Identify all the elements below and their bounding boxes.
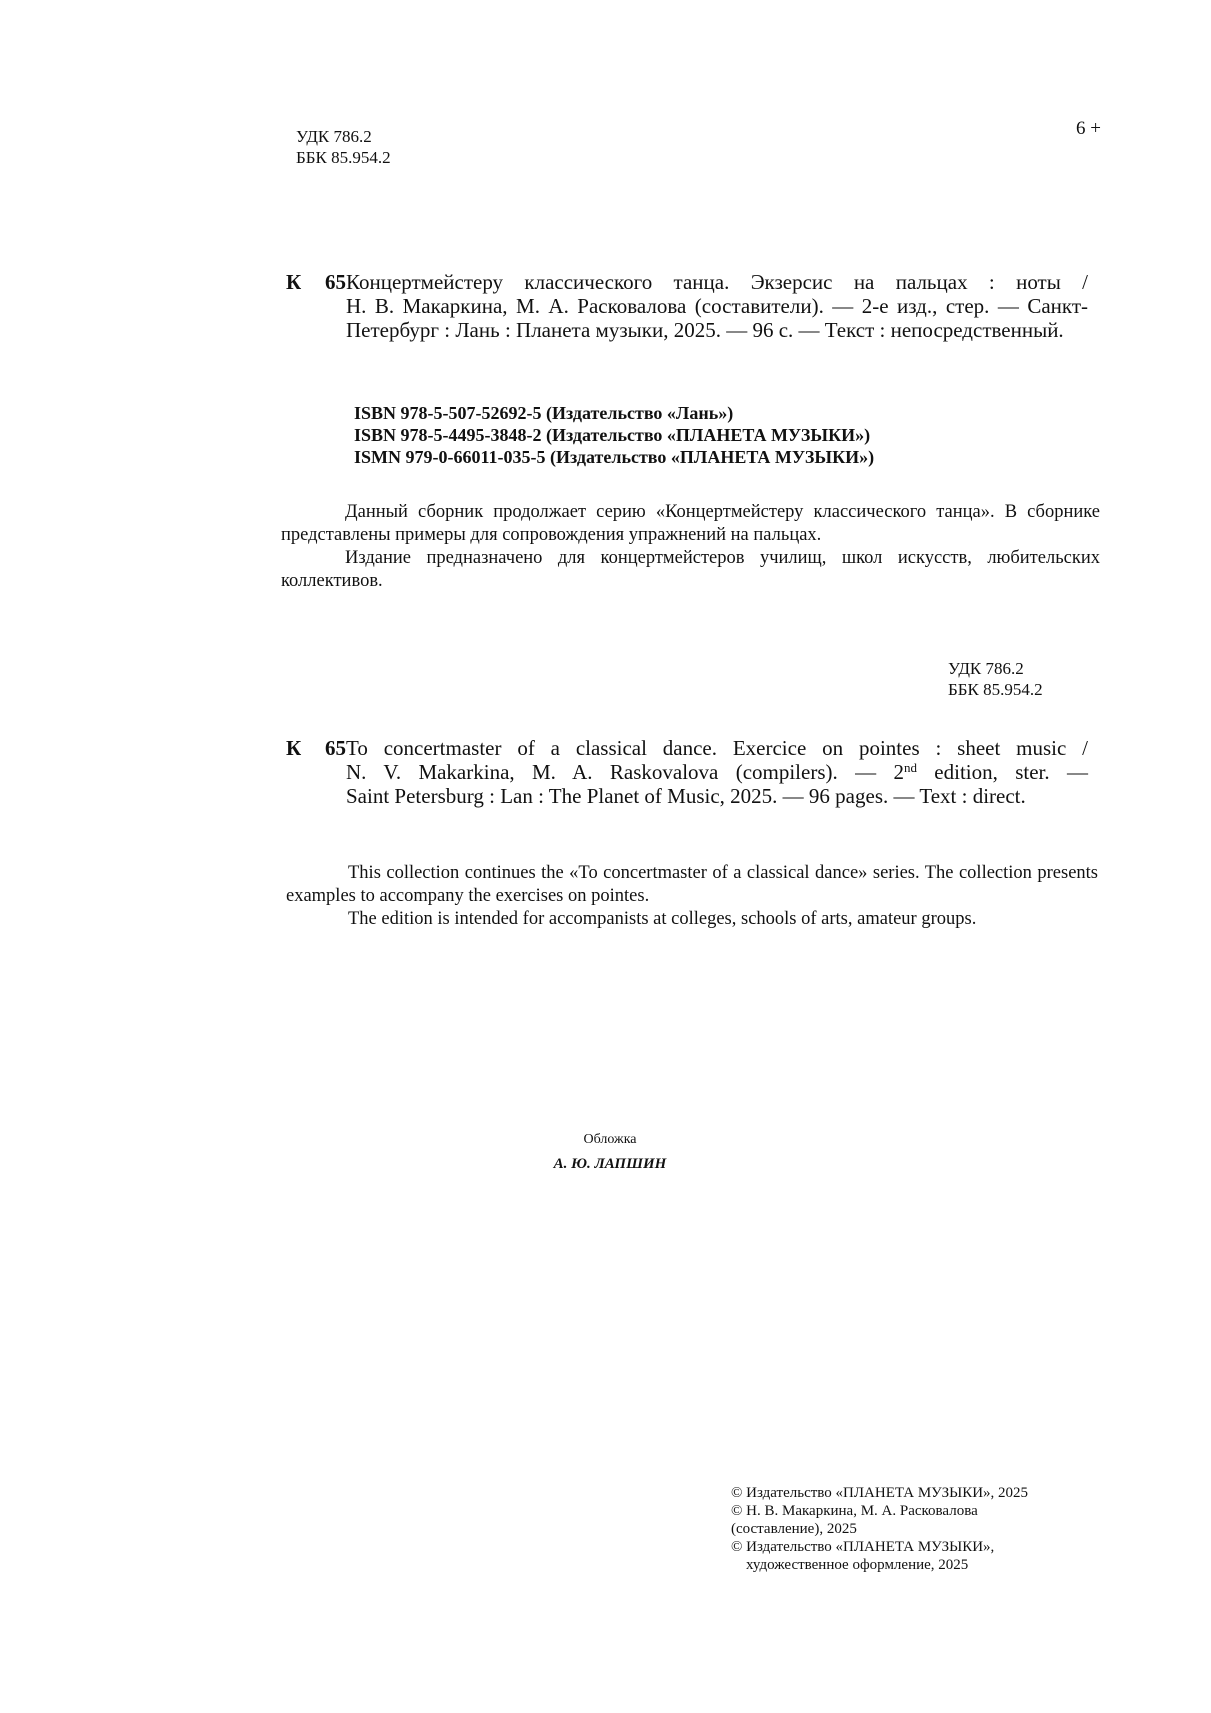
entry-en-title: To concertmaster of a classical dance. Exercice on pointes : sheet music / <box>346 736 1088 760</box>
copyright-block <box>731 1484 1028 1574</box>
isbn-lan: ISBN 978-5-507-52692-5 (Издательство «Лань») <box>354 403 734 423</box>
isbn-planeta: ISBN 978-5-4495-3848-2 (Издательство «ПЛАНЕТА МУЗЫКИ») <box>354 425 871 445</box>
annotation-en-p1: This collection continues the «To concertmaster of a classical dance» series. The collection presents examples to accompany the exercises on pointes. <box>286 863 1098 906</box>
bbk-code: ББК 85.954.2 <box>296 148 391 167</box>
annotation-ru <box>281 501 1100 593</box>
copyright-line: художественное оформление, 2025 <box>746 1557 969 1573</box>
entry-ru-title: Концертмейстеру классического танца. Экзерсис на пальцах : ноты / <box>346 270 1088 294</box>
entry-en-rest: Saint Petersburg : Lan : The Planet of Music, 2025. — 96 pages. — Text : direct. <box>346 784 1026 808</box>
annotation-ru-p1: Данный сборник продолжает серию «Концертмейстеру классического танца». В сборнике представлены примеры для сопровождения упражнений на пальцах. <box>281 502 1100 545</box>
annotation-en-p2: The edition is intended for accompanists at colleges, schools of arts, amateur groups. <box>348 909 977 929</box>
cover-designer: А. Ю. ЛАПШИН <box>553 1156 667 1172</box>
entry-ru-code: К 65 <box>286 270 346 294</box>
entry-en-authors: N. V. Makarkina, M. A. Raskovalova (compilers). — 2 <box>346 760 904 784</box>
isbn-block <box>354 402 874 468</box>
annotation-ru-p2: Издание предназначено для концертмейстеров училищ, школ искусств, любительских коллективов. <box>281 548 1100 591</box>
copyright-line: © Издательство «ПЛАНЕТА МУЗЫКИ», 2025 <box>731 1485 1029 1501</box>
entry-en-line2 <box>286 760 1088 784</box>
entry-en-edition: edition, ster. — <box>916 760 1088 784</box>
classification-codes-en <box>948 658 1043 700</box>
entry-ru-rest: Н. В. Макаркина, М. А. Расковалова (составители). — 2-е изд., стер. — Санкт-Петербург : Лань : Планета музыки, 2025. — 96 с. — Текст : непосредственный. <box>346 294 1088 342</box>
copyright-line: © Издательство «ПЛАНЕТА МУЗЫКИ», <box>731 1539 995 1555</box>
bbk-code-en: ББК 85.954.2 <box>948 680 1043 699</box>
bibliographic-entry-ru <box>286 270 1088 342</box>
edition-superscript: nd <box>903 760 917 775</box>
cover-credit <box>460 1132 760 1173</box>
copyright-line: (составление), 2025 <box>731 1521 857 1537</box>
copyright-line: © Н. В. Макаркина, М. А. Расковалова <box>731 1503 978 1519</box>
annotation-en <box>286 862 1098 931</box>
age-rating: 6 + <box>1076 118 1101 139</box>
udk-code-en: УДК 786.2 <box>948 659 1024 678</box>
classification-codes-top <box>296 126 391 168</box>
entry-en-code: К 65 <box>286 736 346 760</box>
entry-en-first-line <box>286 736 1088 760</box>
udk-code: УДК 786.2 <box>296 127 372 146</box>
bibliographic-entry-en <box>286 736 1088 808</box>
entry-ru-first-line <box>286 270 1088 294</box>
ismn-planeta: ISMN 979-0-66011-035-5 (Издательство «ПЛАНЕТА МУЗЫКИ») <box>354 447 875 467</box>
cover-label: Обложка <box>583 1132 637 1147</box>
